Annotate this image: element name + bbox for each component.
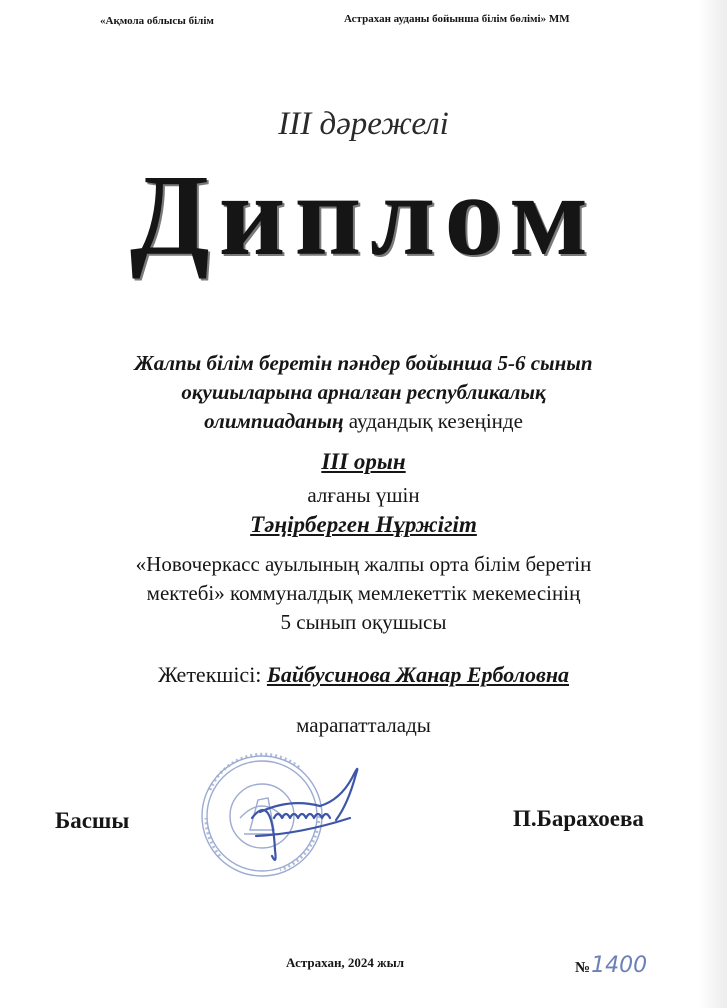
head-label: Басшы — [55, 808, 130, 833]
student-name: Тәңірберген Нұржігіт — [250, 512, 477, 537]
intro-line-3 — [0, 407, 727, 436]
intro-line-1: Жалпы білім беретін пәндер бойынша 5-6 сынып — [134, 351, 593, 375]
award-place: ІІІ орын — [321, 449, 406, 474]
header-organization-right: Астрахан ауданы бойынша білім бөлімі» ММ — [344, 13, 570, 25]
school-line-1: «Новочеркасс ауылының жалпы орта білім беретін — [135, 552, 592, 576]
footer-city-year: Астрахан, 2024 жыл — [286, 955, 405, 970]
intro-line-2: оқушыларына арналған республикалық — [181, 380, 546, 404]
number-handwritten: 1400 — [591, 953, 648, 978]
supervisor — [0, 662, 727, 688]
stamp-and-signature — [180, 738, 380, 888]
school-line-2: мектебі» коммуналдық мемлекеттік мекемесінің — [146, 581, 581, 605]
diploma-title: Диплом — [129, 152, 598, 280]
school-line-3: 5 сынып оқушысы — [280, 610, 447, 634]
header-organization-left: «Ақмола облысы білім — [100, 15, 214, 27]
diploma-degree: ІІІ дәрежелі — [278, 106, 449, 142]
diploma-number — [575, 953, 647, 978]
olympiad-description — [0, 349, 727, 436]
handwritten-signature-icon — [252, 769, 357, 860]
intro-line-3-bold: олимпиаданың — [204, 409, 344, 433]
school-description — [0, 550, 727, 637]
supervisor-label: Жетекшісі: — [157, 662, 267, 687]
awarded-text: марапатталады — [296, 713, 431, 737]
for-text: алғаны үшін — [307, 483, 420, 507]
number-prefix: № — [575, 960, 591, 976]
supervisor-name: Байбусинова Жанар Ерболовна — [266, 662, 570, 687]
head-name: П.Барахоева — [513, 806, 644, 831]
intro-line-3-rest: аудандық кезеңінде — [343, 409, 523, 433]
